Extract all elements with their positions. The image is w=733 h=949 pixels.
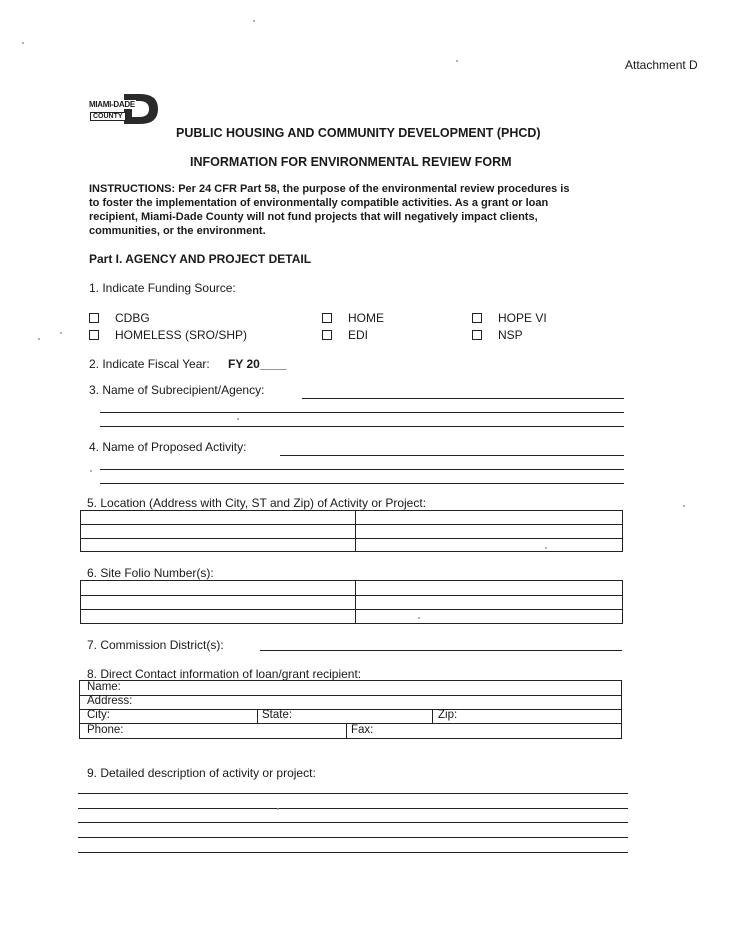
form-title: INFORMATION FOR ENVIRONMENTAL REVIEW FORM — [190, 155, 512, 169]
q3-label: 3. Name of Subrecipient/Agency: — [89, 383, 265, 397]
contact-city-label: City: — [87, 709, 110, 721]
checkbox-home[interactable] — [322, 313, 332, 323]
folio-table-row-divider-2 — [81, 609, 622, 610]
location-table-column-divider — [355, 511, 356, 551]
q2-label: 2. Indicate Fiscal Year: — [89, 357, 210, 371]
checkbox-homeless[interactable] — [89, 330, 99, 340]
scan-speck — [90, 470, 92, 472]
description-line-3[interactable] — [78, 822, 628, 823]
contact-phone-label: Phone: — [87, 724, 124, 736]
activity-line-2[interactable] — [100, 469, 624, 470]
q5-label: 5. Location (Address with City, ST and Zip) of Activity or Project: — [87, 496, 427, 510]
location-table-row-divider-2 — [81, 538, 622, 539]
description-line-5[interactable] — [78, 852, 628, 853]
instructions-line-4: communities, or the environment. — [89, 225, 266, 237]
option-home-label: HOME — [348, 311, 384, 325]
checkbox-cdbg[interactable] — [89, 313, 99, 323]
contact-state-zip-divider — [432, 709, 433, 723]
contact-fax-label: Fax: — [351, 724, 374, 736]
option-cdbg-label: CDBG — [115, 311, 150, 325]
q4-label: 4. Name of Proposed Activity: — [89, 440, 247, 454]
contact-table-row-divider-1 — [80, 695, 621, 696]
contact-zip-label: Zip: — [438, 709, 458, 721]
contact-phone-fax-divider — [346, 723, 347, 739]
checkbox-edi[interactable] — [322, 330, 332, 340]
scan-speck — [22, 42, 24, 44]
subrecipient-line-3[interactable] — [100, 426, 624, 427]
contact-address-label: Address: — [87, 695, 133, 707]
location-table-row-divider-1 — [81, 524, 622, 525]
subrecipient-line-1[interactable] — [302, 398, 624, 399]
scan-speck — [277, 808, 279, 810]
scan-speck — [253, 20, 255, 22]
description-line-2[interactable] — [78, 808, 628, 809]
q9-label: 9. Detailed description of activity or project: — [87, 766, 316, 780]
part-1-title: Part I. AGENCY AND PROJECT DETAIL — [89, 252, 312, 266]
scan-speck — [60, 332, 62, 334]
folio-table-row-divider-1 — [81, 595, 622, 596]
option-nsp-label: NSP — [498, 328, 523, 342]
fiscal-year-field[interactable]: FY 20____ — [228, 357, 287, 371]
q6-label: 6. Site Folio Number(s): — [87, 566, 214, 580]
folio-table[interactable] — [80, 580, 623, 624]
instructions-line-3: recipient, Miami-Dade County will not fund projects that will negatively impact clients, — [89, 211, 538, 223]
checkbox-nsp[interactable] — [472, 330, 482, 340]
location-table[interactable] — [80, 510, 623, 552]
instructions-line-2: to foster the implementation of environmentally compatible activities. As a grant or loan — [89, 197, 549, 209]
contact-name-label: Name: — [87, 681, 121, 693]
instructions-line-1: INSTRUCTIONS: Per 24 CFR Part 58, the purpose of the environmental review procedures is — [89, 183, 570, 195]
scan-speck — [418, 617, 420, 619]
commission-district-line[interactable] — [260, 650, 622, 651]
q7-label: 7. Commission District(s): — [87, 638, 224, 652]
checkbox-hope-vi[interactable] — [472, 313, 482, 323]
q8-label: 8. Direct Contact information of loan/grant recipient: — [87, 667, 362, 681]
scan-speck — [683, 505, 685, 507]
logo-text-bottom: COUNTY — [90, 112, 126, 121]
contact-city-state-divider — [257, 709, 258, 723]
contact-state-label: State: — [262, 709, 293, 721]
contact-table-row-divider-2 — [80, 709, 621, 710]
folio-table-column-divider — [355, 581, 356, 623]
activity-line-1[interactable] — [280, 455, 624, 456]
activity-line-3[interactable] — [100, 483, 624, 484]
option-homeless-label: HOMELESS (SRO/SHP) — [115, 328, 248, 342]
scan-speck — [545, 547, 547, 549]
option-hope-vi-label: HOPE VI — [498, 311, 547, 325]
description-line-1[interactable] — [78, 793, 628, 794]
scan-speck — [237, 418, 239, 420]
contact-table[interactable] — [79, 680, 622, 739]
q1-label: 1. Indicate Funding Source: — [89, 281, 236, 295]
logo-text-top: MIAMI-DADE — [89, 100, 135, 109]
scan-speck — [456, 60, 458, 62]
scan-speck — [38, 338, 40, 340]
agency-heading: PUBLIC HOUSING AND COMMUNITY DEVELOPMENT (PHCD) — [176, 126, 541, 140]
miami-dade-logo — [88, 92, 160, 126]
description-line-4[interactable] — [78, 837, 628, 838]
option-edi-label: EDI — [348, 328, 369, 342]
attachment-label: Attachment D — [625, 58, 698, 72]
subrecipient-line-2[interactable] — [100, 412, 624, 413]
